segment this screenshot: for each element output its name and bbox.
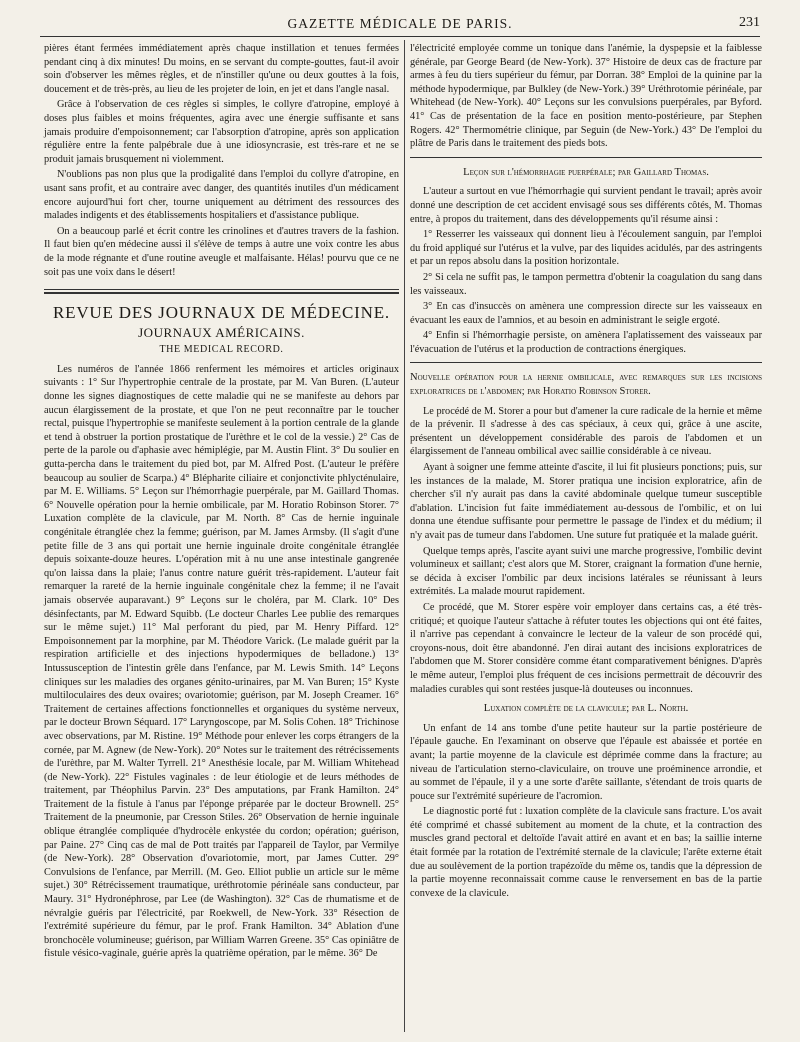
paragraph: Ayant à soigner une femme atteinte d'ascite, il lui fit plusieurs ponctions; puis, sur les instances de la malade, M. Storer pratiqua une incision exploratrice, afin de chercher s'il n'y aurait pas dans la cavité abdominale quelque tumeur susceptible d'ablation. L'incision fut faite immédiatement au-dessous de l'ombilic, et on lui donna une étendue suffisante pour permettre le passage de l'index et du médium; il n'y avait pas de tumeur dans l'abdomen. Une suture fut pratiquée et la malade guérit. bbox=[410, 462, 762, 541]
paragraph: 4° Enfin si l'hémorrhagie persiste, on amènera l'aplatissement des vaisseaux par l'évacuation de l'utérus et la production de contractions énergiques. bbox=[410, 330, 762, 355]
left-column bbox=[44, 42, 399, 963]
section-heading: REVUE DES JOURNAUX DE MÉDECINE. bbox=[53, 303, 390, 323]
paragraph: Ce procédé, que M. Storer espère voir employer dans certains cas, a été très-critiqué; et quoique l'auteur s'attache à réfuter toutes les objections qui ont été faites, il n'arrive pas cependant à convaincre le lecteur de la valeur de son procédé qui, croyons-nous, doit être abandonné. J'en dirai autant des incisions exploratrices de l'abdomen que M. Storer considère comme étant comparativement bénignes. D'après le même auteur, l'emploi plus fréquent de ces incisions permettrait de découvrir des maladies curables qui sont restées jusque-là douteuses ou inconnues. bbox=[410, 601, 762, 695]
right-column bbox=[410, 42, 762, 902]
paragraph: 1° Resserrer les vaisseaux qui donnent lieu à l'écoulement sanguin, par l'emploi du froid appliqué sur l'utérus et la vulve, par des liquides acidulés, par des astringents et par un repos absolu dans la position horizontale. bbox=[410, 229, 762, 268]
paragraph: On a beaucoup parlé et écrit contre les crinolines et d'autres travers de la fashion. Il faut bien qu'en médecine aussi il s'élève de temps à autre une voix contre les abus de la mode régnante et d'une routine aveugle et malfaisante. Hélas! pourvu que ce ne soit pas une voix dans le désert! bbox=[44, 225, 399, 278]
subsection-heading: JOURNAUX AMÉRICAINS. bbox=[138, 324, 305, 340]
paragraph: 2° Si cela ne suffit pas, le tampon permettra d'obtenir la coagulation du sang dans les vaisseaux. bbox=[410, 271, 762, 297]
page-header bbox=[40, 14, 760, 37]
article-heading: Leçon sur l'hémorrhagie puerpérale; par Gaillard Thomas. bbox=[463, 166, 709, 178]
paragraph: l'électricité employée comme un tonique dans l'anémie, la dyspepsie et la faiblesse générale, par George Beard (de New-York). 37° Histoire de deux cas de fracture par armes à feu du tiers supérieur du fémur, par Dorran. 38° Emploi de la quinine par la méthode hypodermique, par Bulkley (de New-York.) 39° Uréthrotomie périnéale, par Whitehead (de New-York). 40° Leçons sur les convulsions puerpérales, par Byford. 41° Cas de présentation de la face en position mento-postérieure, par Stephen Rogers. 42° Thermométrie clinique, par Seguin (de New-York.) 43° De l'emploi du plâtre de Paris dans le traitement des pieds bots. bbox=[410, 43, 762, 150]
paragraph: Le diagnostic porté fut : luxation complète de la clavicule sans fracture. L'os avait été comprimé et chassé subitement au moment de la chute, et la contraction des muscles grand pectoral et deltoïde l'avait attiré en avant et en bas; la saillie interne était formée par la rotation de l'extrémité sternale de la clavicule; l'arête externe était due au soulèvement de la portion trapézoïde du même os, tandis que la dépression de la partie moyenne reconnaissait comme cause le renversement en bas de la partie convexe de la clavicule. bbox=[410, 806, 762, 899]
article-heading: Luxation complète de la clavicule; par L. North. bbox=[483, 703, 689, 715]
paragraph: Grâce à l'observation de ces règles si simples, le collyre d'atropine, employé à doses plus faibles et moins fréquentes, agira avec une énergie suffisante et sans jamais produire d'empoisonnement; car l'absorption d'atropine, après son application régulière entre la fente palpébrale due à une idiosyncrasie, est très-rare et ne se produit jamais brusquement ni violemment. bbox=[44, 99, 399, 165]
paragraph: Le procédé de M. Storer a pour but d'amener la cure radicale de la hernie et même de la prévenir. Il s'adresse à des cas spéciaux, à ceux qui, grâce à une ascite, présentent un développement considérable des parois de l'abdomen et un élargissement de l'anneau ombilical avec saillie considérable à ce niveau. bbox=[410, 405, 762, 458]
article-heading: Nouvelle opération pour la hernie ombilicale, avec remarques sur les incisions exploratrices de l'abdomen; par Horatio Robinson Storer. bbox=[410, 372, 762, 398]
column-divider bbox=[404, 40, 405, 1032]
section-divider bbox=[44, 292, 399, 294]
paragraph: pières étant fermées immédiatement après chaque instillation et tenues fermées pendant cinq à dix minutes! Du moins, en se servant du compte-gouttes, faut-il avoir soin d'observer les mêmes règles, et de n'instiller qu'une ou deux gouttes à la fois, doucement et de très-près, au lieu de les projeter de loin, en jet et dans l'angle nasal. bbox=[44, 43, 399, 95]
journal-title: GAZETTE MÉDICALE DE PARIS. bbox=[287, 16, 513, 31]
journal-heading: THE MEDICAL RECORD. bbox=[159, 344, 284, 356]
article-divider bbox=[410, 362, 762, 363]
page-number: 231 bbox=[739, 15, 760, 30]
article-divider bbox=[410, 157, 762, 158]
paragraph: Quelque temps après, l'ascite ayant suivi une marche progressive, l'ombilic devint volumineux et saillant; c'est alors que M. Storer, craignant la formation d'une hernie, se décida à exciser l'ombilic par deux incisions latérales se réunissant à leurs extrémités. La malade mourut rapidement. bbox=[410, 545, 762, 598]
paragraph: L'auteur a surtout en vue l'hémorrhagie qui survient pendant le travail; après avoir donné une description de cet accident envisagé sous ses différents côtés, M. Thomas entre, à propos du traitement, dans des développements qu'il résume ainsi : bbox=[410, 186, 762, 225]
paragraph: N'oublions pas non plus que la prodigalité dans l'emploi du collyre d'atropine, en usant sans profit, et au contraire avec danger, des quantités inutiles d'un médicament encore aujourd'hui fort cher, tourne uniquement au détriment des ressources des malades indigents et des établissements hospitaliers et d'assistance publique. bbox=[44, 169, 399, 222]
paragraph: Les numéros de l'année 1866 renferment les mémoires et articles originaux suivants : 1° Sur l'hypertrophie centrale de la prostate, par M. Van Buren. (L'auteur donne les signes diagnostiques de cette maladie qui ne se manifeste au dehors par aucun élargissement de la prostate, et que l'on ne peut reconnaître par le toucher rectal, puisque l'hypertrophie se manifeste seulement à la portion centrale de la glande et tend à obstruer la portion prostatique de l'urèthre et le col de la vessie.) 2° Cas de perte de la parole ou d'aphasie avec hémiplégie, par M. Austin Flint. 3° Du soulier en gutta-percha dans le traitement du pied bot, par M. Alfred Post. (L'auteur le préfère beaucoup au soulier de Scarpa.) 4° Blépharite ciliaire et conjonctivite phlycténulaire, par M. E. Williams. 5° Leçon sur l'hémorrhagie puerpérale, par M. Gaillard Thomas. 6° Nouvelle opération pour la hernie ombilicale, par M. Horatio Robinson Storer. 7° Luxation complète de la clavicule, par M. North. 8° Cas de hernie inguinale congénitale étranglée chez la femme; guérison, par M. James Armsby. (Il s'agit d'une petite fille de 3 ans qui portait une hernie inguinale droite congénitale étranglée depuis soixante-douze heures. L'opération mit à nu une anse intestinale gangrenée qu'on laissa dans la plaie; l'anus contre nature guérit très-rapidement. L'auteur fait remarquer la rareté de la hernie inguinale congénitale chez la femme; il ne l'avait jamais observée auparavant.) 9° Leçons sur le choléra, par M. Clark. 10° Des désinfectants, par M. Edward Squibb. (Le docteur Charles Lee publie des remarques sur le même sujet.) 11° Mal perforant du pied, par M. Henry Piffard. 12° Empoisonnement par la morphine, par M. Théodore Varick. (Le malade guérit par la respiration artificielle et des injections hypodermiques de belladone.) 13° Intussusception de l'intestin grêle dans l'enfance, par M. Lewis Smith. 14° Leçons cliniques sur les maladies des organes génito-urinaires, par M. Van Buren; 15° Kyste multiloculaires des deux ovaires; ovariotomie; guérison, par M. Joseph Creamer. 16° Traitement de certaines affections fonctionnelles et organiques du système nerveux, par le docteur Brown Séquard. 17° Laryngoscope, par M. Solis Cohen. 18° Trichinose avec observations, par M. Ristine. 19° Méthode pour enlever les corps étrangers de la cornée, par M. Agnew (de New-York). 20° Notes sur le traitement des rétrécissements de l'urèthre, par M. Walter Tyrrell. 21° Anesthésie locale, par M. William Whitehead (de New-York). 22° Fistules vaginales : de leur étiologie et de leurs méthodes de traitement, par Théophilus Parvin. 23° Des amputations, par Frank Hamilton. 24° Traitement de la fistule à l'anus par l'éponge préparée par le docteur Brownell. 25° Traitement de la pneumonie, par Cresson Stiles. 26° Observation de hernie inguinale oblique étranglée compliquée d'hydrocèle enkystée du cordon; opération; guérison, par Paine. 27° Cinq cas de mal de Pott traités par l'appareil de Taylor, par Vermilye (de New-York). 28° Observation d'ovariotomie, mort, par James Cutter. 29° Convulsions de l'enfance, par Merrill. (M. Geo. Elliot publie un article sur le même sujet.) 30° Rétrécissement traumatique, uréthrotomie périnéale sans conducteur, par Maury. 31° Hydronéphrose, par Lee (de Washington). 32° Cas de rhumatisme et de névralgie guéris par l'électricité, par Roekwell, de New-York. 33° Résection de l'extrémité supérieure du fémur, par le prof. Frank Hamilton. 34° Ablation d'une bronchocèle volumineuse; guérison, par William Warren Greene. 35° Cas opiniâtre de fistule vésico-vaginale, guérie après la quatrième opération, par le même. 36° De bbox=[44, 363, 399, 960]
paragraph: 3° En cas d'insuccès on amènera une compression directe sur les vaisseaux en évacuant les eaux de l'amnios, et au besoin en administrant le seigle ergoté. bbox=[410, 301, 762, 326]
paragraph: Un enfant de 14 ans tombe d'une petite hauteur sur la partie postérieure de l'épaule gauche. En l'examinant on observe que l'épaule est abaissée et portée en avant; la partie moyenne de la clavicule est déprimée comme dans la fracture; au niveau de l'articulation sterno-claviculaire, on trouve une proéminence arrondie, et au sommet de l'épaule, il y a une sorte d'arête saillante, s'étendant de trois quarts de pouce sur l'extrémité supérieure de l'acromion. bbox=[410, 722, 762, 802]
section-divider bbox=[44, 289, 399, 290]
